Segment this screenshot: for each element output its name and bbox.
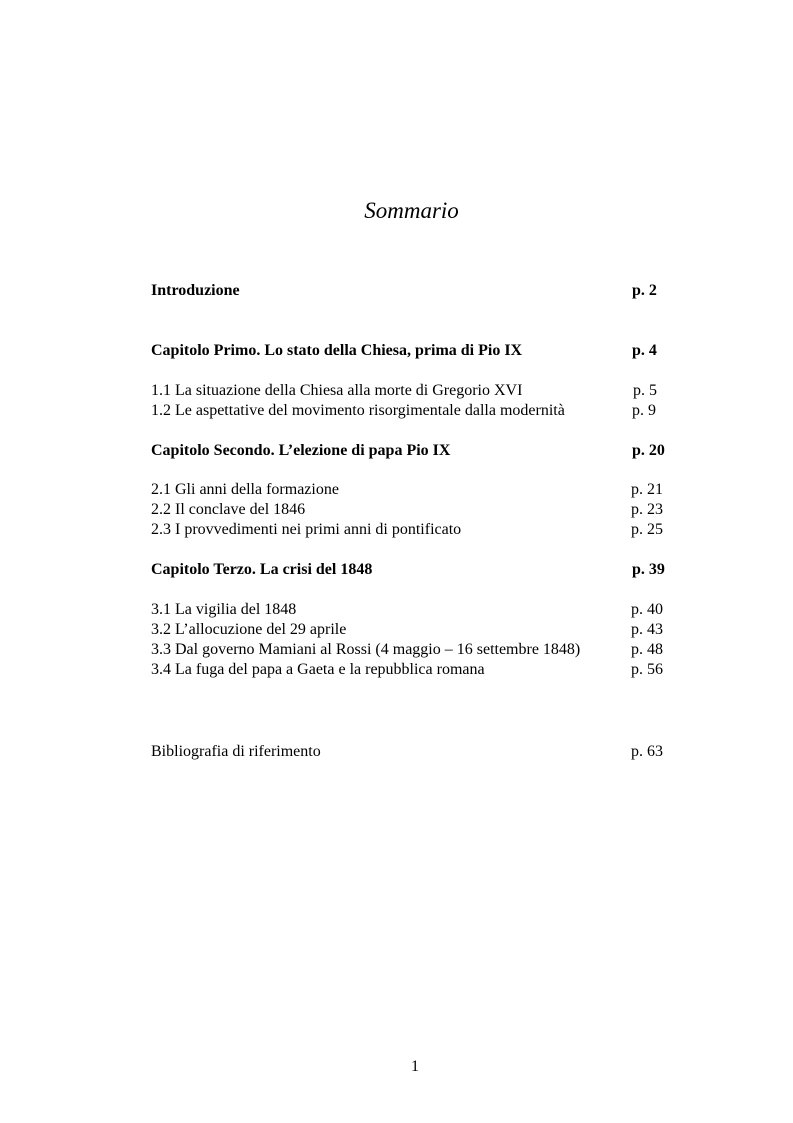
toc-entry-label: 3.4 La fuga del papa a Gaeta e la repubblica romana [151,661,485,678]
toc-entry-page: p. 2 [632,282,657,299]
toc-entry-page: p. 9 [632,402,656,419]
toc-entry-label: 1.1 La situazione della Chiesa alla morte di Gregorio XVI [151,382,523,399]
toc-entry-label: 2.2 Il conclave del 1846 [151,501,306,518]
toc-entry-page: p. 48 [631,641,663,658]
toc-entry-page: p. 23 [631,501,663,518]
toc-chapter-2 [151,441,731,461]
toc-entry-page: p. 20 [632,442,665,459]
toc-entry-label: Capitolo Terzo. La crisi del 1848 [151,561,373,578]
toc-entry-page: p. 43 [631,621,663,638]
toc-entry-label: 1.2 Le aspettative del movimento risorgimentale dalla modernità [151,402,565,419]
toc-entry-label: Capitolo Secondo. L’elezione di papa Pio IX [151,442,451,459]
toc-entry-bibliografia [151,742,731,762]
toc-entry-page: p. 39 [632,561,665,578]
toc-section-2-2 [151,500,731,520]
page-title: Sommario [364,198,459,223]
toc-entry-page: p. 4 [632,342,657,359]
toc-section-3-2 [151,620,731,640]
toc-entry-page: p. 25 [631,521,663,538]
toc-entry-page: p. 63 [631,743,663,760]
toc-chapter-3 [151,560,731,580]
toc-entry-label: 3.2 L’allocuzione del 29 aprile [151,621,347,638]
toc-entry-label: 3.1 La vigilia del 1848 [151,601,297,618]
toc-entry-page: p. 56 [631,661,663,678]
toc-section-2-3 [151,520,731,540]
toc-entry-label: 3.3 Dal governo Mamiani al Rossi (4 maggio – 16 settembre 1848) [151,641,581,658]
toc-chapter-1 [151,341,731,361]
toc-section-1-1 [151,381,731,401]
toc-section-3-3 [151,640,731,660]
page-number: 1 [411,1058,419,1075]
toc-entry-label: 2.1 Gli anni della formazione [151,481,339,498]
toc-entry-page: p. 21 [631,481,663,498]
toc-section-3-1 [151,600,731,620]
toc-entry-label: Bibliografia di riferimento [151,743,321,760]
toc-section-3-4 [151,660,731,680]
toc-entry-introduzione [151,281,731,301]
toc-entry-label: Introduzione [151,282,240,299]
toc-entry-page: p. 5 [633,382,657,399]
toc-section-1-2 [151,401,731,421]
toc-entry-label: 2.3 I provvedimenti nei primi anni di pontificato [151,521,462,538]
toc-section-2-1 [151,480,731,500]
toc-entry-label: Capitolo Primo. Lo stato della Chiesa, prima di Pio IX [151,342,523,359]
toc-entry-page: p. 40 [631,601,663,618]
